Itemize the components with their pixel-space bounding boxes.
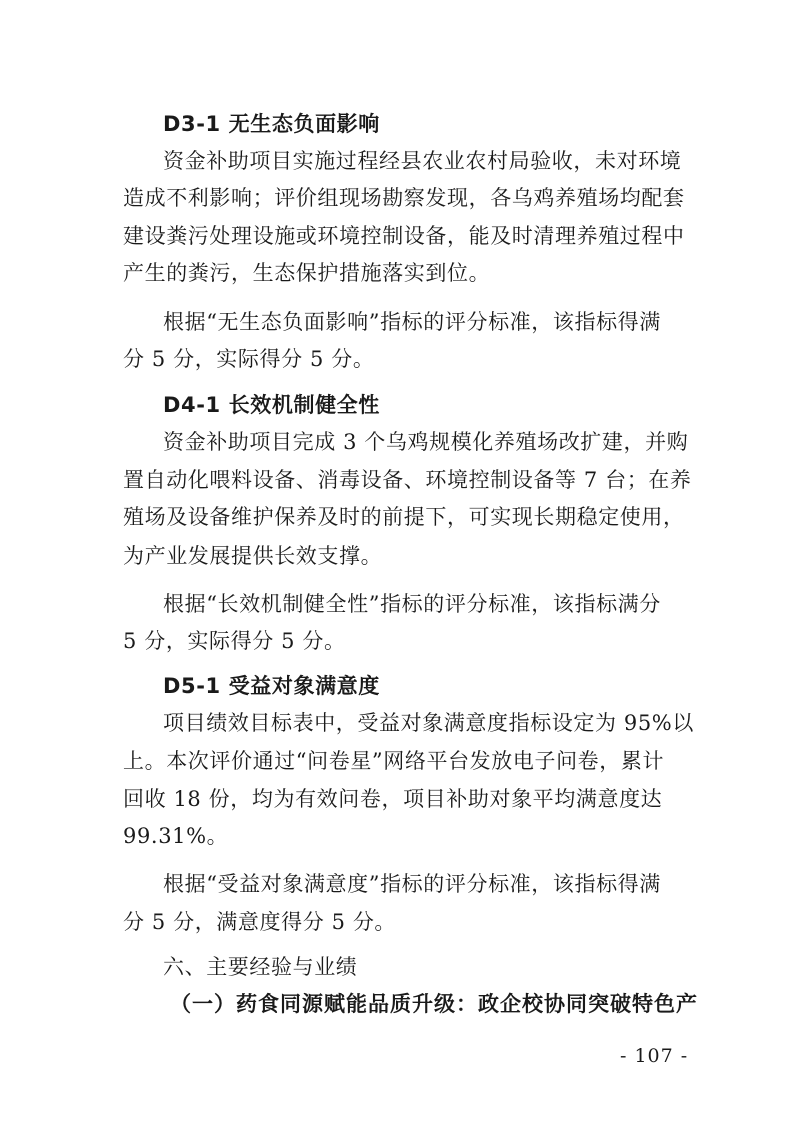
paragraph-line: 99.31%。 [123, 824, 229, 848]
paragraph-line: 根据“受益对象满意度”指标的评分标准，该指标得满 [163, 872, 661, 896]
paragraph-line: 根据“长效机制健全性”指标的评分标准，该指标满分 [163, 592, 661, 616]
paragraph-line: 回收 18 份，均为有效问卷，项目补助对象平均满意度达 [123, 787, 663, 811]
paragraph-line: 分 5 分，满意度得分 5 分。 [123, 910, 397, 934]
heading-d4-1: D4-1 长效机制健全性 [163, 393, 380, 417]
paragraph-line: 项目绩效目标表中，受益对象满意度指标设定为 95%以 [163, 711, 694, 735]
paragraph-line: 造成不利影响；评价组现场勘察发现，各乌鸡养殖场均配套 [123, 186, 685, 210]
paragraph-line: 产生的粪污，生态保护措施落实到位。 [123, 261, 491, 285]
paragraph-line: 上。本次评价通过“问卷星”网络平台发放电子问卷，累计 [123, 749, 665, 773]
paragraph-line: 5 分，实际得分 5 分。 [123, 629, 346, 653]
paragraph-line: 殖场及设备维护保养及时的前提下，可实现长期稳定使用， [123, 505, 685, 529]
paragraph-line: 根据“无生态负面影响”指标的评分标准，该指标得满 [163, 310, 661, 334]
paragraph-line: 建设粪污处理设施或环境控制设备，能及时清理养殖过程中 [123, 224, 685, 248]
paragraph-line: 为产业发展提供长效支撑。 [123, 544, 383, 568]
section-heading: 六、主要经验与业绩 [163, 955, 358, 979]
paragraph-line: 资金补助项目完成 3 个乌鸡规模化养殖场改扩建，并购 [163, 430, 689, 454]
heading-d5-1: D5-1 受益对象满意度 [163, 674, 380, 698]
paragraph-line: 资金补助项目实施过程经县农业农村局验收，未对环境 [163, 149, 682, 173]
subsection-heading: （一）药食同源赋能品质升级：政企校协同突破特色产 [170, 991, 698, 1016]
page-number: - 107 - [620, 1045, 689, 1067]
paragraph-line: 置自动化喂料设备、消毒设备、环境控制设备等 7 台；在养 [123, 468, 692, 492]
paragraph-line: 分 5 分，实际得分 5 分。 [123, 347, 375, 371]
heading-d3-1: D3-1 无生态负面影响 [163, 112, 380, 136]
